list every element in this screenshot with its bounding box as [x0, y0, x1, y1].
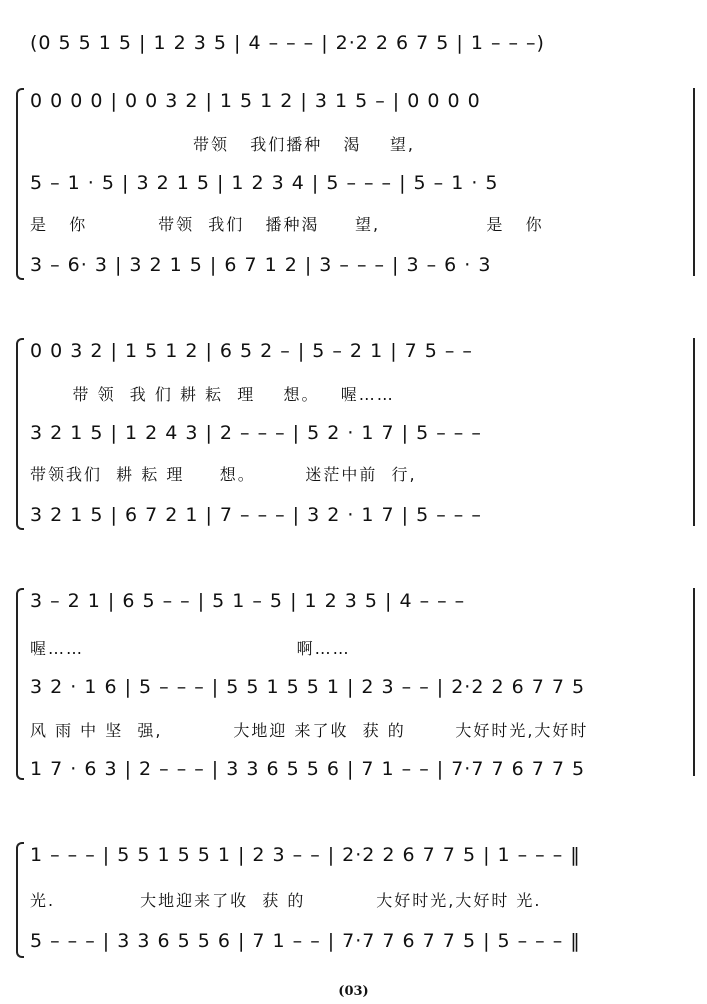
system-2-notes-2: 3 2 1 5 | 1 2 4 3 | 2 – – – | 5 2 · 1 7 | 5 – – –: [30, 422, 482, 444]
system-1-line-3: [0, 168, 707, 198]
system-4-notes-2: 5 – – – | 3 3 6 5 5 6 | 7 1 – – | 7·7 7 6 7 7 5 | 5 – – – ‖: [30, 930, 581, 952]
system-3-line-1: [0, 586, 707, 616]
system-3-line-5: [0, 754, 707, 784]
system-3-line-3: [0, 672, 707, 702]
system-1-lyrics-2: 是 你 带领 我们 播种渴 望, 是 你: [30, 214, 544, 234]
system-1-line-5: [0, 250, 707, 280]
system-1-line-2: [0, 128, 707, 158]
system-1-lyrics-1: 带领 我们播种 渴 望,: [30, 134, 415, 154]
system-2-line-4: [0, 458, 707, 488]
system-3-lyrics-2: 风 雨 中 坚 强, 大地迎 来了收 获 的 大好时光,大好时: [30, 720, 589, 740]
system-4-line-3: [0, 926, 707, 956]
system-1-notes-2: 5 – 1 · 5 | 3 2 1 5 | 1 2 3 4 | 5 – – – | 5 – 1 · 5: [30, 172, 499, 194]
system-4-lyrics-1: 光. 大地迎来了收 获 的 大好时光,大好时 光.: [30, 890, 542, 910]
page-number: (03): [338, 984, 369, 999]
system-2-line-3: [0, 418, 707, 448]
system-2-lyrics-2: 带领我们 耕 耘 理 想。 迷茫中前 行,: [30, 464, 417, 484]
system-3-notes-3: 1 7 · 6 3 | 2 – – – | 3 3 6 5 5 6 | 7 1 – – | 7·7 7 6 7 7 5: [30, 758, 586, 780]
system-4-line-1: [0, 840, 707, 870]
system-3-notes-1: 3 – 2 1 | 6 5 – – | 5 1 – 5 | 1 2 3 5 | 4 – – –: [30, 590, 466, 612]
system-2-lyrics-1: 带 领 我 们 耕 耘 理 想。 喔……: [30, 384, 395, 404]
system-3-line-2: [0, 632, 707, 662]
system-3-lyrics-1: 喔…… 啊……: [30, 638, 351, 658]
system-1-notes-3: 3 – 6· 3 | 3 2 1 5 | 6 7 1 2 | 3 – – – | 3 – 6 · 3: [30, 254, 492, 276]
system-2-line-2: [0, 378, 707, 408]
intro-line: [0, 28, 707, 58]
system-1-line-4: [0, 208, 707, 238]
system-3-notes-2: 3 2 · 1 6 | 5 – – – | 5 5 1 5 5 1 | 2 3 – – | 2·2 2 6 7 7 5: [30, 676, 586, 698]
system-2-line-1: [0, 336, 707, 366]
system-1-notes-1: 0 0 0 0 | 0 0 3 2 | 1 5 1 2 | 3 1 5 – | 0 0 0 0: [30, 90, 481, 112]
system-2-notes-3: 3 2 1 5 | 6 7 2 1 | 7 – – – | 3 2 · 1 7 | 5 – – –: [30, 504, 482, 526]
intro-notes: (0 5 5 1 5 | 1 2 3 5 | 4 – – – | 2·2 2 6 7 5 | 1 – – –): [30, 32, 545, 54]
system-2-line-5: [0, 500, 707, 530]
system-1-line-1: [0, 86, 707, 116]
system-4-line-2: [0, 884, 707, 914]
system-3-line-4: [0, 714, 707, 744]
system-4-notes-1: 1 – – – | 5 5 1 5 5 1 | 2 3 – – | 2·2 2 6 7 7 5 | 1 – – – ‖: [30, 844, 581, 866]
system-2-notes-1: 0 0 3 2 | 1 5 1 2 | 6 5 2 – | 5 – 2 1 | 7 5 – –: [30, 340, 473, 362]
